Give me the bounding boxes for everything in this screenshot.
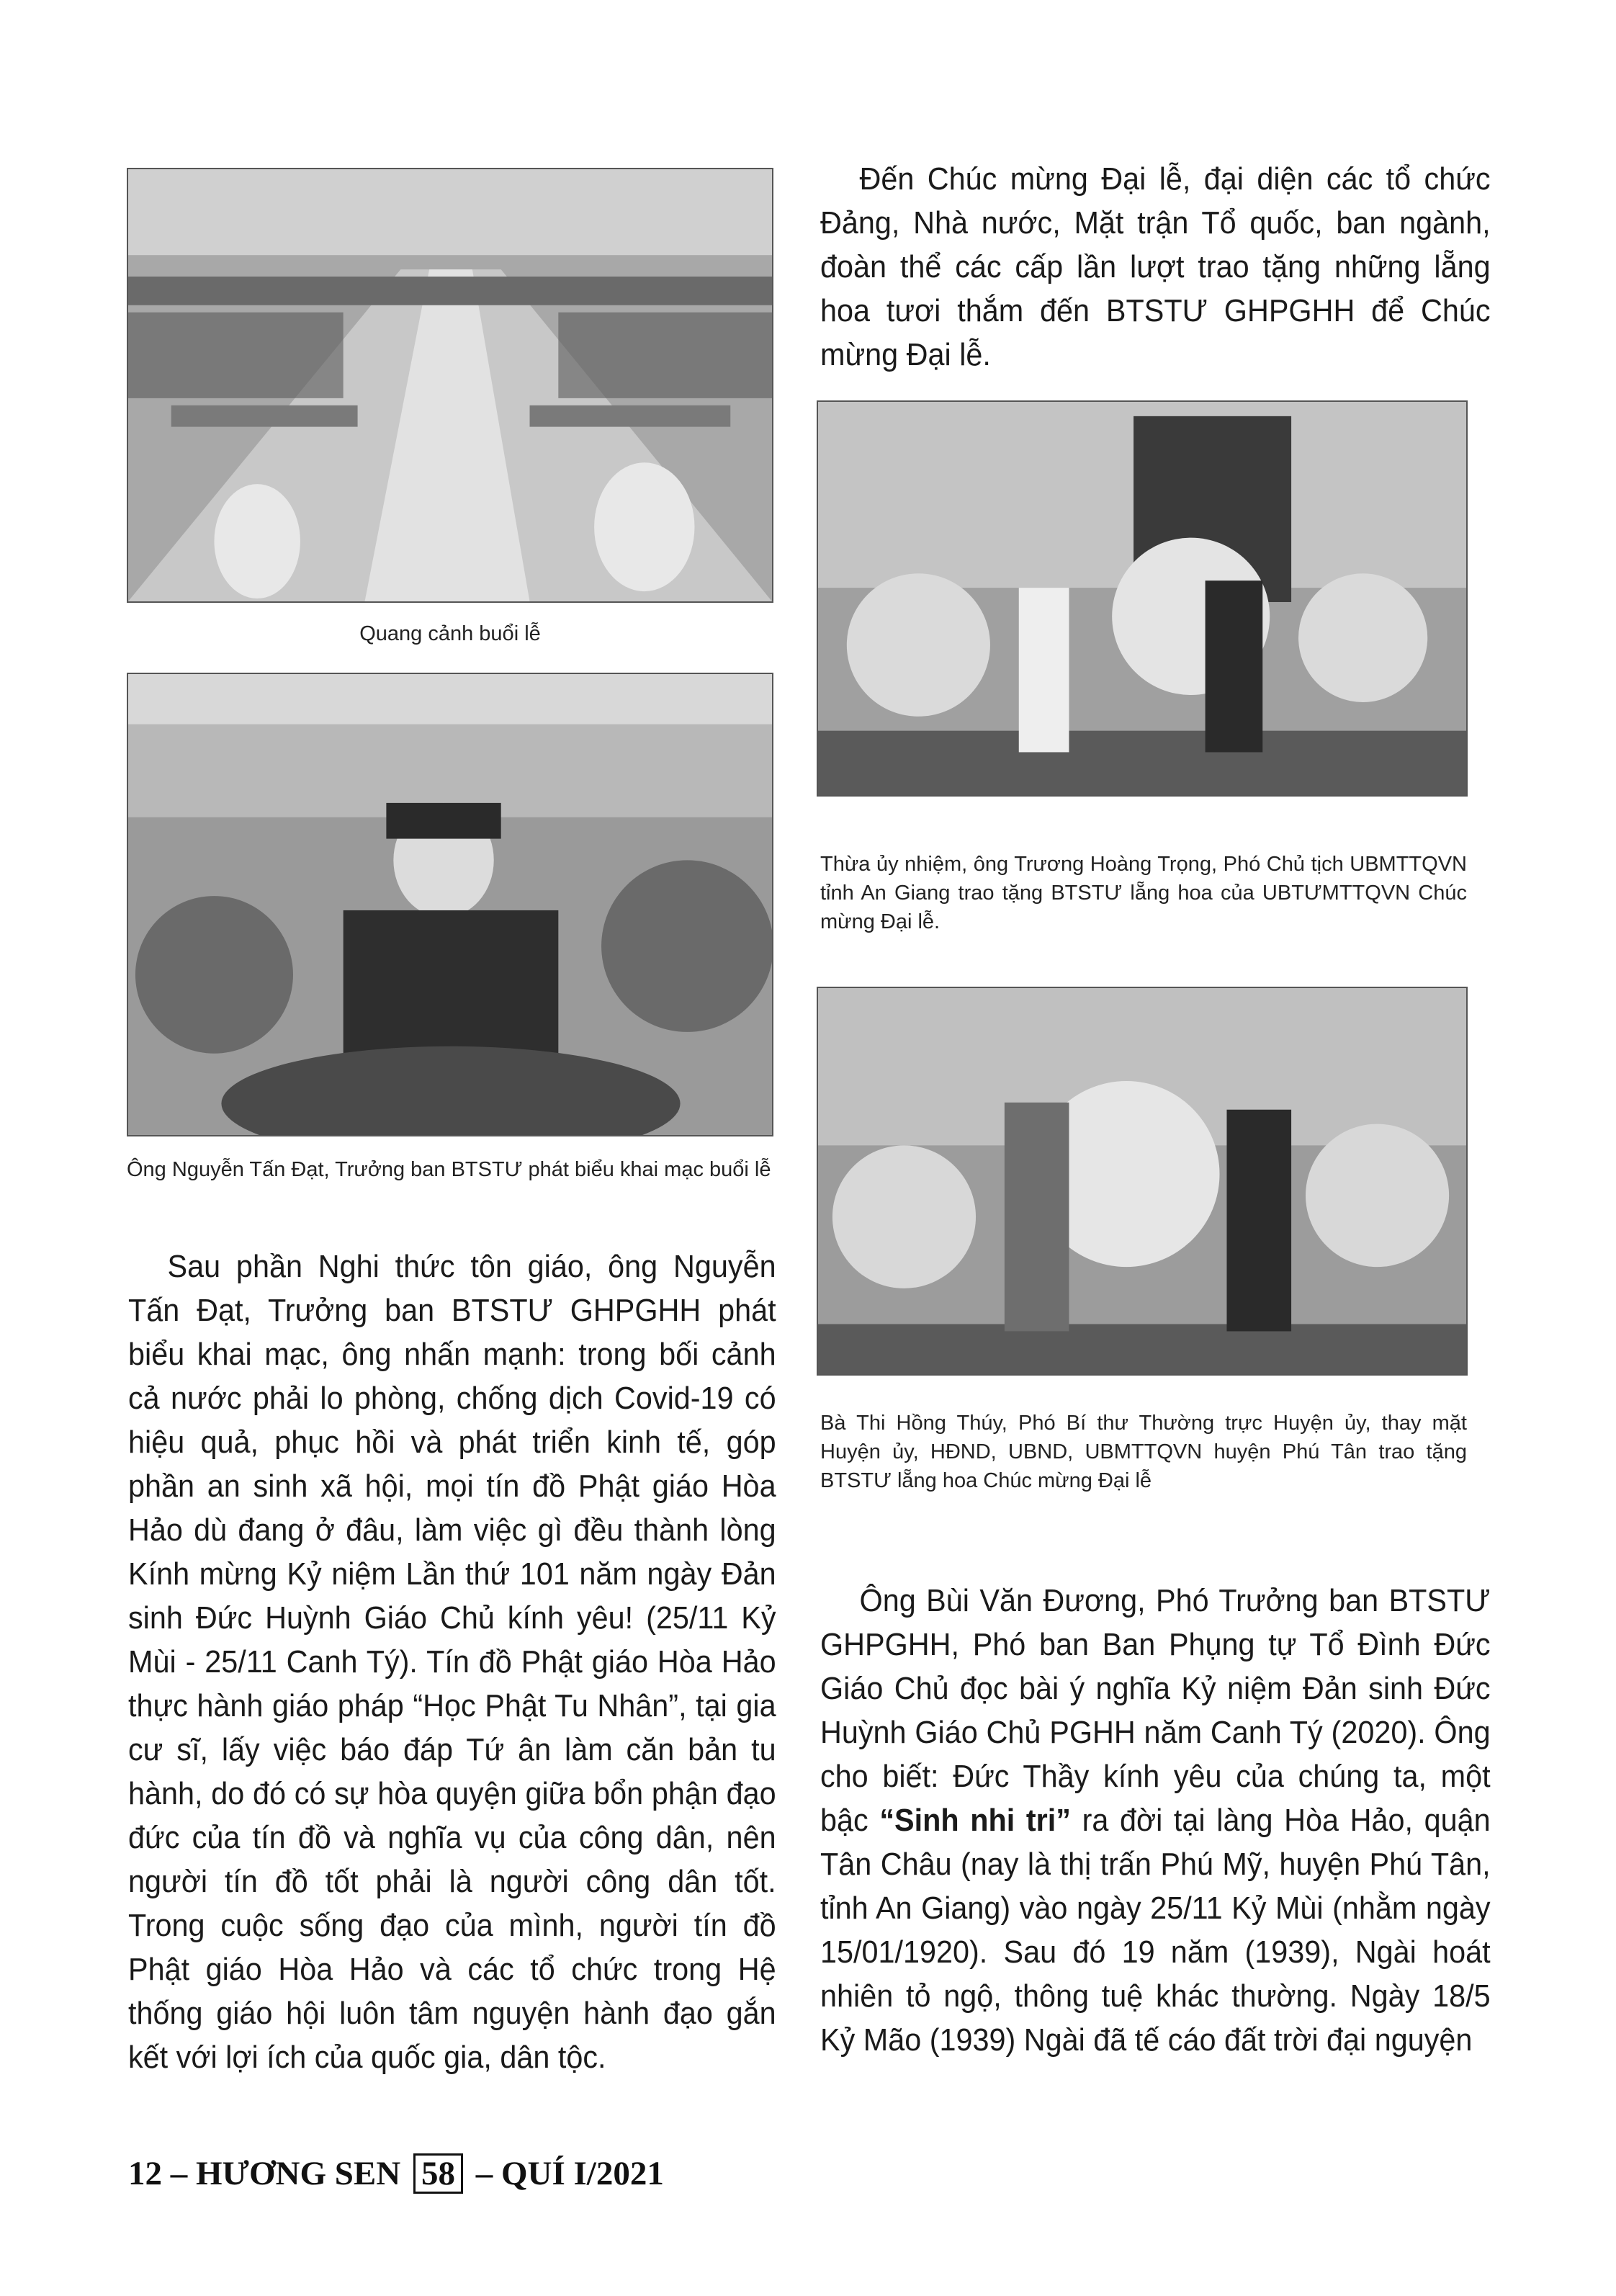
speaker-photo: [127, 673, 773, 1136]
flower-presentation-photo-1: [817, 400, 1468, 797]
flower-presentation-photo-2: [817, 987, 1468, 1376]
hall-photo-caption: Quang cảnh buổi lễ: [359, 622, 541, 645]
flower-presentation-caption-1: Thừa ủy nhiệm, ông Trương Hoàng Trọng, Phó Chủ tịch UBMTTQVN tỉnh An Giang trao tặng BTSTƯ lẵng hoa của UBTƯMTTQVN Chúc mừng Đại lễ.: [820, 853, 1467, 933]
flower-presentation-photo-icon: [818, 988, 1466, 1374]
issue-number: 58: [413, 2153, 463, 2194]
footer-dash: –: [475, 2155, 493, 2192]
page-footer: [128, 2153, 664, 2194]
magazine-title: HƯƠNG SEN: [196, 2155, 401, 2192]
issue-quarter: QUÍ I/2021: [500, 2155, 664, 2192]
speaker-photo-icon: [128, 674, 772, 1135]
paragraph-segment: Ông Bùi Văn Đương, Phó Trưởng ban BTSTƯ GHPGHH, Phó ban Ban Phụng tự Tổ Đình Đức Giáo Chủ đọc bài ý nghĩa Kỷ niệm Đản sinh Đức Huỳnh Giáo Chủ PGHH năm Canh Tý (2020). Ông cho biết: Đức Thầy kính yêu của chúng ta, một bậc: [820, 1583, 1491, 1838]
paragraph-text: [820, 1579, 1491, 2062]
flower-presentation-photo-icon: [818, 402, 1466, 795]
footer-dash: –: [170, 2155, 188, 2192]
paragraph-segment: ra đời tại làng Hòa Hảo, quận Tân Châu (nay là thị trấn Phú Mỹ, huyện Phú Tân, tỉnh An Giang) vào ngày 25/11 Kỷ Mùi (nhằm ngày 15/01/1920). Sau đó 19 năm (1939), Ngài hoát nhiên tỏ ngộ, thông tuệ khác thường. Ngày 18/5 Kỷ Mão (1939) Ngài đã tế cáo đất trời đại nguyện: [820, 1803, 1491, 2058]
paragraph-text: Đến Chúc mừng Đại lễ, đại diện các tổ chức Đảng, Nhà nước, Mặt trận Tổ quốc, ban ngành, đoàn thể các cấp lần lượt trao tặng những lẵng hoa tươi thắm đến BTSTƯ GHPGHH để Chúc mừng Đại lễ.: [820, 161, 1491, 372]
hall-photo-icon: [128, 169, 772, 601]
article-paragraph-top-right: [820, 157, 1491, 377]
speaker-photo-caption: Ông Nguyễn Tấn Đạt, Trưởng ban BTSTƯ phát biểu khai mạc buổi lễ: [127, 1158, 771, 1181]
page-number: 12: [128, 2155, 162, 2192]
emphasis-sinh-nhi-tri: “Sinh nhi tri”: [879, 1803, 1071, 1838]
article-paragraph-right: [820, 1579, 1491, 2062]
hall-photo: [127, 168, 773, 603]
flower-presentation-caption-2: Bà Thi Hồng Thúy, Phó Bí thư Thường trực Huyện ủy, thay mặt Huyện ủy, HĐND, UBND, UBMTTQVN huyện Phú Tân trao tặng BTSTƯ lẵng hoa Chúc mừng Đại lễ: [820, 1412, 1467, 1492]
paragraph-text: Sau phần Nghi thức tôn giáo, ông Nguyễn Tấn Đạt, Trưởng ban BTSTƯ GHPGHH phát biểu khai mạc, ông nhấn mạnh: trong bối cảnh cả nước phải lo phòng, chống dịch Covid-19 có hiệu quả, phục hồi và phát triển kinh tế, góp phần an sinh xã hội, mọi tín đồ Phật giáo Hòa Hảo dù đang ở đâu, làm việc gì đều thành lòng Kính mừng Kỷ niệm Lần thứ 101 năm ngày Đản sinh Đức Huỳnh Giáo Chủ kính yêu! (25/11 Kỷ Mùi - 25/11 Canh Tý). Tín đồ Phật giáo Hòa Hảo thực hành giáo pháp “Học Phật Tu Nhân”, tại gia cư sĩ, lấy việc báo đáp Tứ ân làm căn bản tu hành, do đó có sự hòa quyện giữa bổn phận đạo đức của tín đồ và nghĩa vụ của công dân, nên người tín đồ tốt phải là người công dân tốt. Trong cuộc sống đạo của mình, người tín đồ Phật giáo Hòa Hảo và các tổ chức trong Hệ thống giáo hội luôn tâm nguyện hành đạo gắn kết với lợi ích của quốc gia, dân tộc.: [128, 1249, 776, 2075]
article-paragraph-left: [128, 1245, 776, 2079]
